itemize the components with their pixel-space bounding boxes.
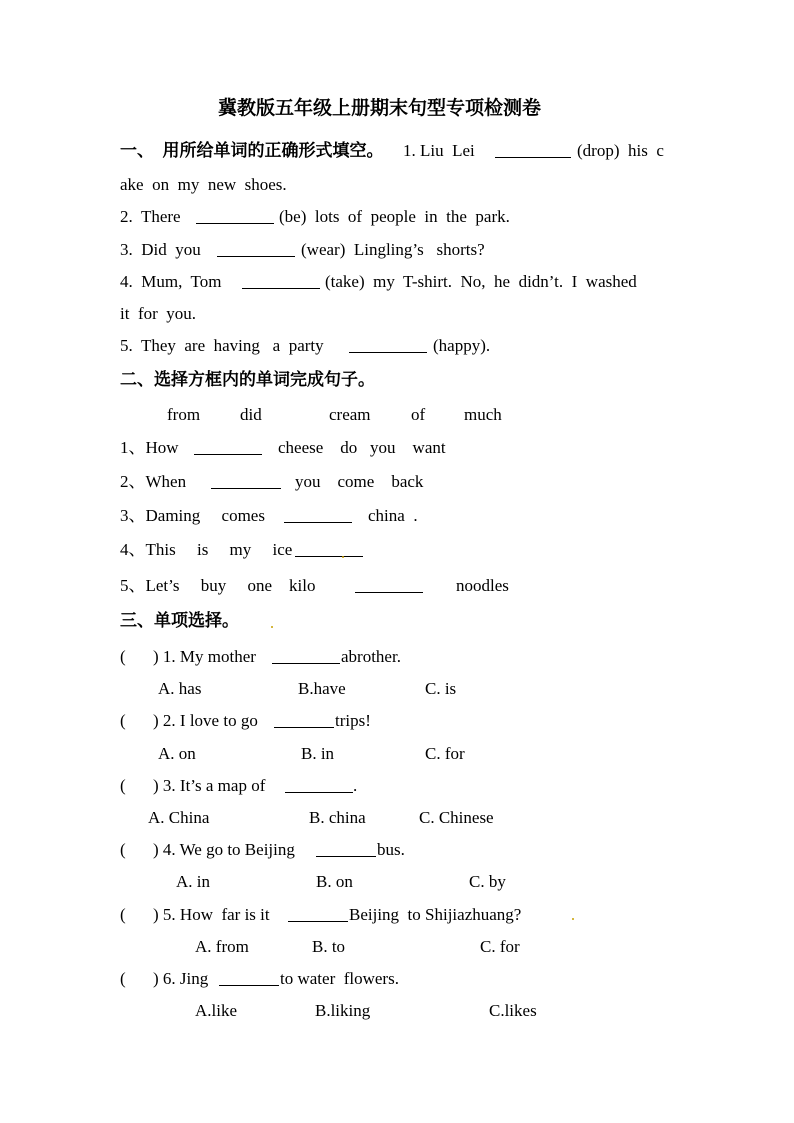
word-box-cream: cream [329,405,371,424]
s3-q3-paren: ( [120,776,126,795]
s3-q6: ) 6. Jing [153,969,209,988]
s3-q4-opt-a[interactable]: A. in [176,872,210,891]
s3-q1-paren: ( [120,647,126,666]
s3-q5-opt-a[interactable]: A. from [195,937,249,956]
s2-q5-b: noodles [456,576,509,595]
s3-q1-blank[interactable] [272,649,340,664]
s3-q1-opt-c[interactable]: C. is [425,679,457,698]
s1-q4-b: (take) my T-shirt. No, he didn’t. I washed [325,272,637,291]
section-3-heading: 三、单项选择。 [120,611,239,630]
page-title: 冀教版五年级上册期末句型专项检测卷 [218,98,542,119]
s2-q1-a: 1、How [120,438,179,457]
s3-q1-end: abrother. [341,647,401,666]
s3-q4-blank[interactable] [316,842,376,857]
s3-q5-opt-b[interactable]: B. to [312,937,346,956]
section-1-heading: 一、 用所给单词的正确形式填空。 [120,141,384,160]
s3-q5-paren: ( [120,905,126,924]
s3-q6-opt-c[interactable]: C.likes [489,1001,537,1020]
s3-q6-paren: ( [120,969,126,988]
s3-q2: ) 2. I love to go [153,711,258,730]
s1-q1-b: (drop) his c [577,141,664,160]
s1-q4-a: 4. Mum, Tom [120,272,222,291]
s1-q3-b: (wear) Lingling’s shorts? [301,240,485,259]
s1-q3-a: 3. Did you [120,240,201,259]
s2-q3-b: china . [368,506,418,525]
s2-q1-blank[interactable] [194,440,262,455]
s3-q6-opt-a[interactable]: A.like [195,1001,238,1020]
s2-q1-b: cheese do you want [278,438,446,457]
s3-q4-end: bus. [377,840,405,859]
s3-q4: ) 4. We go to Beijing [153,840,295,859]
s3-q4-opt-b[interactable]: B. on [316,872,353,891]
speck-mark [572,918,574,920]
s3-q3-end: . [353,776,358,795]
s3-q2-blank[interactable] [274,713,334,728]
s2-q2-a: 2、When [120,472,187,491]
s3-q1-opt-b[interactable]: B.have [298,679,346,698]
s3-q2-end: trips! [335,711,371,730]
s3-q5-end: Beijing to Shijiazhuang? [349,905,522,924]
s3-q5: ) 5. How far is it [153,905,270,924]
s2-q4-a: 4、This is my ice [120,540,293,559]
s3-q6-opt-b[interactable]: B.liking [315,1001,371,1020]
s2-q2-blank[interactable] [211,474,281,489]
s3-q2-opt-b[interactable]: B. in [301,744,335,763]
s3-q3: ) 3. It’s a map of [153,776,266,795]
speck-mark [271,626,273,628]
s3-q3-opt-a[interactable]: A. China [148,808,210,827]
s3-q2-opt-a[interactable]: A. on [158,744,196,763]
word-box-did: did [240,405,262,424]
s2-q3-a: 3、Daming comes [120,506,265,525]
word-box-from: from [167,405,201,424]
s3-q6-end: to water flowers. [280,969,399,988]
s3-q6-blank[interactable] [219,971,279,986]
s3-q3-opt-c[interactable]: C. Chinese [419,808,494,827]
s3-q2-paren: ( [120,711,126,730]
s2-q4-blank[interactable] [295,542,363,557]
s1-q1-blank[interactable] [495,143,571,158]
s3-q4-opt-c[interactable]: C. by [469,872,506,891]
s1-q2-a: 2. There [120,207,181,226]
s3-q5-opt-c[interactable]: C. for [480,937,520,956]
s3-q1-opt-a[interactable]: A. has [158,679,202,698]
s3-q1: ) 1. My mother [153,647,256,666]
s2-q5-a: 5、Let’s buy one kilo [120,576,316,595]
s1-q2-blank[interactable] [196,209,274,224]
word-box-much: much [464,405,502,424]
word-box-of: of [411,405,426,424]
s2-q2-b: you come back [295,472,424,491]
s3-q2-opt-c[interactable]: C. for [425,744,465,763]
s1-q5-a: 5. They are having a party [120,336,324,355]
s3-q5-blank[interactable] [288,907,348,922]
s3-q4-paren: ( [120,840,126,859]
section-2-heading: 二、选择方框内的单词完成句子。 [120,370,375,389]
s2-q5-blank[interactable] [355,578,423,593]
s3-q3-blank[interactable] [285,778,353,793]
s1-q5-b: (happy). [433,336,491,355]
s1-q4-blank[interactable] [242,274,320,289]
speck-mark [342,556,344,558]
s1-q5-blank[interactable] [349,338,427,353]
s1-q2-b: (be) lots of people in the park. [279,207,510,226]
s1-q3-blank[interactable] [217,242,295,257]
s2-q3-blank[interactable] [284,508,352,523]
s1-q4-c: it for you. [120,304,197,323]
s1-q1-c: ake on my new shoes. [120,175,287,194]
s1-q1-a: 1. Liu Lei [403,141,475,160]
s3-q3-opt-b[interactable]: B. china [309,808,366,827]
